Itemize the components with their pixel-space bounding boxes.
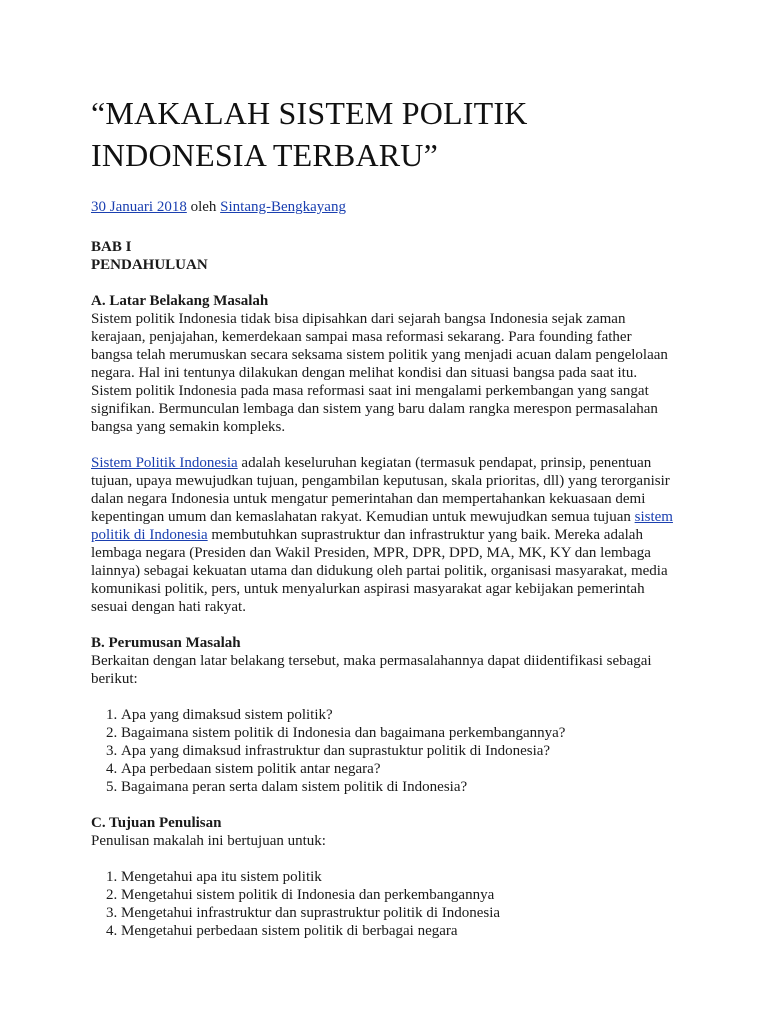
section-a-heading: A. Latar Belakang Masalah xyxy=(91,293,269,309)
chapter-number: BAB I xyxy=(91,239,132,255)
text-fragment: adalah keseluruhan kegiatan (termasuk pendapat, prinsip, penentuan xyxy=(237,455,652,471)
section-b-heading: B. Perumusan Masalah xyxy=(91,635,241,651)
text-line: berikut: xyxy=(91,671,138,687)
text-fragment: membutuhkan suprastruktur dan infrastruktur yang baik. Mereka adalah xyxy=(207,527,643,543)
problem-list xyxy=(91,706,691,796)
chapter-heading xyxy=(91,238,691,274)
list-item: 1. Mengetahui apa itu sistem politik xyxy=(121,868,691,886)
text-line xyxy=(91,508,691,526)
text-line: Sistem politik Indonesia tidak bisa dipisahkan dari sejarah bangsa Indonesia sejak zaman xyxy=(91,311,626,327)
section-b-intro xyxy=(91,652,691,688)
sistem-politik-link-part-1[interactable]: sistem xyxy=(634,509,673,525)
post-date-link[interactable]: 30 Januari 2018 xyxy=(91,199,187,215)
list-item: 2. Mengetahui sistem politik di Indonesia dan perkembangannya xyxy=(121,886,691,904)
text-line: Sistem politik Indonesia pada masa reformasi saat ini mengalami perkembangan yang sangat xyxy=(91,383,649,399)
post-by-text: oleh xyxy=(190,199,217,215)
document-page xyxy=(91,92,691,940)
chapter-title: PENDAHULUAN xyxy=(91,257,208,273)
list-item: 2. Bagaimana sistem politik di Indonesia dan bagaimana perkembangannya? xyxy=(121,724,691,742)
title-line-1: “MAKALAH SISTEM POLITIK xyxy=(91,95,528,131)
section-a xyxy=(91,292,691,616)
text-line: tujuan, upaya mewujudkan tujuan, pengambilan keputusan, skala prioritas, dll) yang terorganisir xyxy=(91,473,670,489)
text-line: bangsa yang semakin kompleks. xyxy=(91,419,286,435)
text-line xyxy=(91,526,691,544)
text-fragment: kepentingan umum dan kemaslahatan rakyat. Kemudian untuk mewujudkan semua tujuan xyxy=(91,509,635,525)
text-line: komunikasi politik, pers, untuk menyalurkan aspirasi masyarakat agar kebijakan pemerintah xyxy=(91,581,645,597)
page-title xyxy=(91,92,691,176)
text-line: negara. Hal ini tentunya dilakukan dengan melihat kondisi dan situasi bangsa pada saat itu. xyxy=(91,365,638,381)
section-a-paragraph-1 xyxy=(91,310,691,436)
post-meta xyxy=(91,198,691,216)
section-c-heading: C. Tujuan Penulisan xyxy=(91,815,222,831)
list-item: 5. Bagaimana peran serta dalam sistem politik di Indonesia? xyxy=(121,778,691,796)
text-line: lembaga negara (Presiden dan Wakil Presiden, MPR, DPR, DPD, MA, MK, KY dan lembaga xyxy=(91,545,651,561)
post-author-link[interactable]: Sintang-Bengkayang xyxy=(220,199,346,215)
section-b xyxy=(91,634,691,796)
list-item: 3. Mengetahui infrastruktur dan suprastruktur politik di Indonesia xyxy=(121,904,691,922)
list-item: 4. Apa perbedaan sistem politik antar negara? xyxy=(121,760,691,778)
section-c xyxy=(91,814,691,940)
text-line: dalan negara Indonesia untuk mengatur pemerintahan dan mempertahankan kekuasaan demi xyxy=(91,491,646,507)
text-line: lainnya) sebagai kekuatan utama dan didukung oleh partai politik, organisasi masyarakat, media xyxy=(91,563,668,579)
list-item: 4. Mengetahui perbedaan sistem politik di berbagai negara xyxy=(121,922,691,940)
section-c-intro: Penulisan makalah ini bertujuan untuk: xyxy=(91,833,326,849)
text-line: bangsa telah merumuskan secara seksama sistem politik yang menjadi acuan dalam pengelolaan xyxy=(91,347,668,363)
sistem-politik-indonesia-link[interactable]: Sistem Politik Indonesia xyxy=(91,455,238,471)
purpose-list xyxy=(91,868,691,940)
text-line: kerajaan, penjajahan, kemerdekaan sampai masa reformasi sekarang. Para founding father xyxy=(91,329,632,345)
text-line xyxy=(91,454,691,472)
text-line: signifikan. Bermunculan lembaga dan sistem yang baru dalam rangka merespon permasalahan xyxy=(91,401,658,417)
sistem-politik-link-part-2[interactable]: politik di Indonesia xyxy=(91,527,208,543)
text-line: Berkaitan dengan latar belakang tersebut, maka permasalahannya dapat diidentifikasi sebagai xyxy=(91,653,652,669)
list-item: 1. Apa yang dimaksud sistem politik? xyxy=(121,706,691,724)
title-line-2: INDONESIA TERBARU” xyxy=(91,137,439,173)
text-line: sesuai dengan hati rakyat. xyxy=(91,599,246,615)
section-a-paragraph-2 xyxy=(91,454,691,616)
list-item: 3. Apa yang dimaksud infrastruktur dan suprastuktur politik di Indonesia? xyxy=(121,742,691,760)
